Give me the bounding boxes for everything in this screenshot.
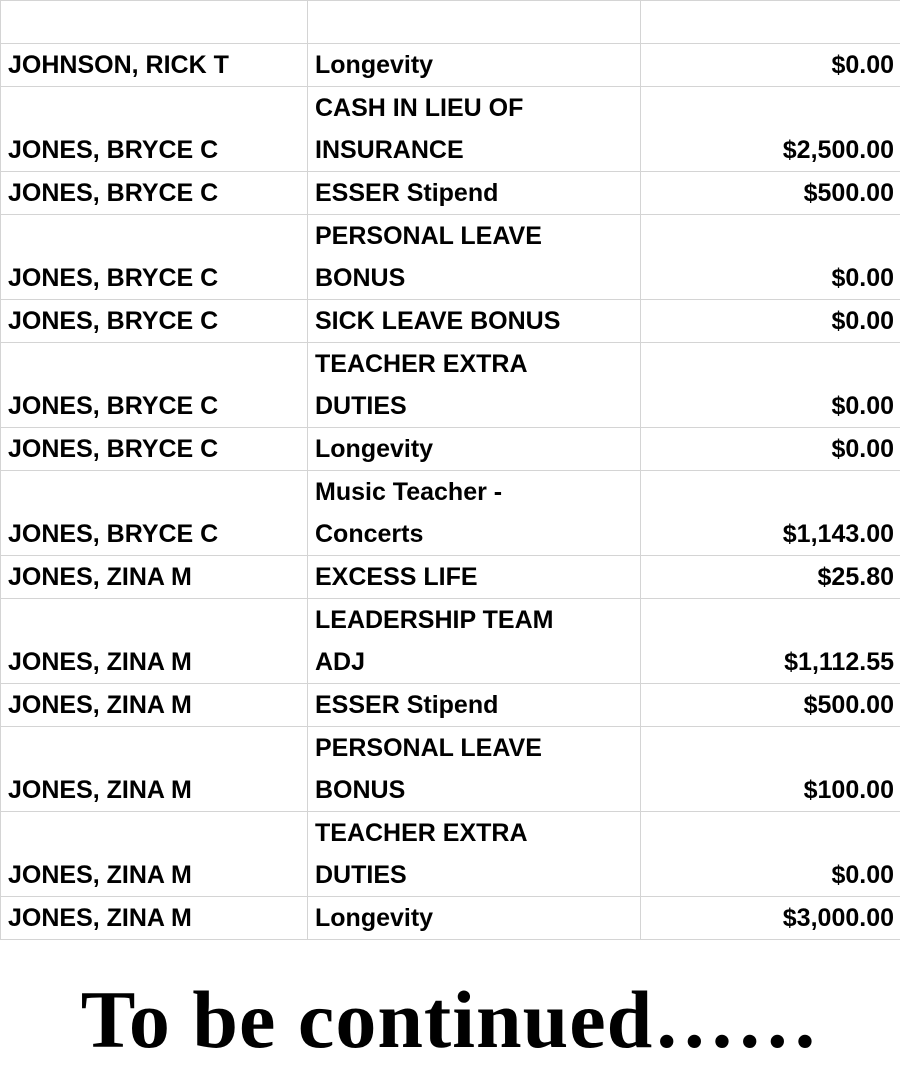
employee-name: JONES, ZINA M <box>8 904 192 932</box>
payment-type-line: DUTIES <box>315 854 633 896</box>
employee-name: JONES, BRYCE C <box>8 179 218 207</box>
amount-value: $500.00 <box>804 179 894 207</box>
amount-value: $0.00 <box>831 861 894 889</box>
payment-type-cell <box>308 428 641 471</box>
table-row <box>1 471 900 556</box>
employee-name: JONES, BRYCE C <box>8 264 218 292</box>
employee-name: JONES, BRYCE C <box>8 520 218 548</box>
continued-banner: To be continued…… <box>0 975 900 1065</box>
payment-type-line: PERSONAL LEAVE <box>315 215 633 257</box>
employee-name-cell <box>1 215 308 300</box>
amount-value: $2,500.00 <box>783 136 894 164</box>
employee-name-cell <box>1 300 308 343</box>
payment-type-line: BONUS <box>315 769 633 811</box>
employee-name-cell <box>1 428 308 471</box>
payment-type-cell <box>308 812 641 897</box>
payment-type-cell <box>308 727 641 812</box>
payment-type-cell <box>308 599 641 684</box>
table-row <box>1 599 900 684</box>
employee-name-cell <box>1 471 308 556</box>
amount-value: $0.00 <box>831 307 894 335</box>
amount-value: $0.00 <box>831 435 894 463</box>
payment-type-cell <box>308 172 641 215</box>
employee-name-cell <box>1 812 308 897</box>
payment-type-cell <box>308 87 641 172</box>
employee-name: JONES, ZINA M <box>8 691 192 719</box>
employee-name: JOHNSON, RICK T <box>8 51 229 79</box>
amount-cell <box>641 812 900 897</box>
payment-type-line: DUTIES <box>315 385 633 427</box>
employee-name: JONES, BRYCE C <box>8 307 218 335</box>
amount-cell <box>641 300 900 343</box>
payment-type-cell <box>308 300 641 343</box>
employee-name-cell <box>1 727 308 812</box>
empty-cell <box>641 1 900 44</box>
amount-cell <box>641 87 900 172</box>
table-row <box>1 727 900 812</box>
employee-name-cell <box>1 172 308 215</box>
amount-cell <box>641 599 900 684</box>
payment-type-line: Longevity <box>315 428 633 470</box>
table-row <box>1 44 900 87</box>
amount-value: $1,112.55 <box>784 648 894 676</box>
amount-cell <box>641 428 900 471</box>
table-row <box>1 428 900 471</box>
table-row-blank <box>1 1 900 44</box>
amount-value: $25.80 <box>818 563 894 591</box>
amount-cell <box>641 727 900 812</box>
payment-type-cell <box>308 471 641 556</box>
payment-type-cell <box>308 556 641 599</box>
table-row <box>1 172 900 215</box>
table-row <box>1 684 900 727</box>
payment-type-cell <box>308 684 641 727</box>
employee-name-cell <box>1 556 308 599</box>
employee-name: JONES, BRYCE C <box>8 136 218 164</box>
payment-type-line: TEACHER EXTRA <box>315 812 633 854</box>
payment-type-line: ESSER Stipend <box>315 684 633 726</box>
payment-type-line: LEADERSHIP TEAM <box>315 599 633 641</box>
payment-type-line: CASH IN LIEU OF <box>315 87 633 129</box>
table-row <box>1 812 900 897</box>
employee-name-cell <box>1 44 308 87</box>
table-row <box>1 87 900 172</box>
payment-type-line: BONUS <box>315 257 633 299</box>
amount-value: $500.00 <box>804 691 894 719</box>
payment-type-line: SICK LEAVE BONUS <box>315 300 633 342</box>
table-row <box>1 556 900 599</box>
employee-name: JONES, ZINA M <box>8 776 192 804</box>
employee-name-cell <box>1 599 308 684</box>
payment-type-line: Longevity <box>315 897 633 939</box>
amount-cell <box>641 556 900 599</box>
payment-type-line: INSURANCE <box>315 129 633 171</box>
employee-name: JONES, ZINA M <box>8 648 192 676</box>
empty-cell <box>308 1 641 44</box>
amount-value: $100.00 <box>804 776 894 804</box>
table-row <box>1 215 900 300</box>
payment-type-line: Music Teacher - <box>315 471 633 513</box>
table-row <box>1 897 900 940</box>
payment-type-line: Concerts <box>315 513 633 555</box>
amount-cell <box>641 684 900 727</box>
employee-name: JONES, BRYCE C <box>8 392 218 420</box>
payment-type-line: EXCESS LIFE <box>315 556 633 598</box>
amount-value: $1,143.00 <box>783 520 894 548</box>
payment-type-cell <box>308 44 641 87</box>
payment-type-line: ADJ <box>315 641 633 683</box>
empty-cell <box>1 1 308 44</box>
payment-type-line: PERSONAL LEAVE <box>315 727 633 769</box>
employee-name: JONES, ZINA M <box>8 861 192 889</box>
amount-cell <box>641 471 900 556</box>
employee-name-cell <box>1 684 308 727</box>
payment-type-cell <box>308 215 641 300</box>
payment-type-cell <box>308 343 641 428</box>
payment-type-line: Longevity <box>315 44 633 86</box>
amount-value: $0.00 <box>831 264 894 292</box>
amount-cell <box>641 343 900 428</box>
employee-name-cell <box>1 343 308 428</box>
employee-name-cell <box>1 87 308 172</box>
table-row <box>1 343 900 428</box>
payment-table-body <box>1 1 900 940</box>
amount-cell <box>641 44 900 87</box>
amount-cell <box>641 172 900 215</box>
amount-value: $0.00 <box>831 51 894 79</box>
amount-cell <box>641 215 900 300</box>
payment-type-line: ESSER Stipend <box>315 172 633 214</box>
table-row <box>1 300 900 343</box>
employee-name-cell <box>1 897 308 940</box>
payment-type-line: TEACHER EXTRA <box>315 343 633 385</box>
amount-cell <box>641 897 900 940</box>
employee-name: JONES, BRYCE C <box>8 435 218 463</box>
employee-name: JONES, ZINA M <box>8 563 192 591</box>
amount-value: $0.00 <box>831 392 894 420</box>
amount-value: $3,000.00 <box>783 904 894 932</box>
payment-type-cell <box>308 897 641 940</box>
